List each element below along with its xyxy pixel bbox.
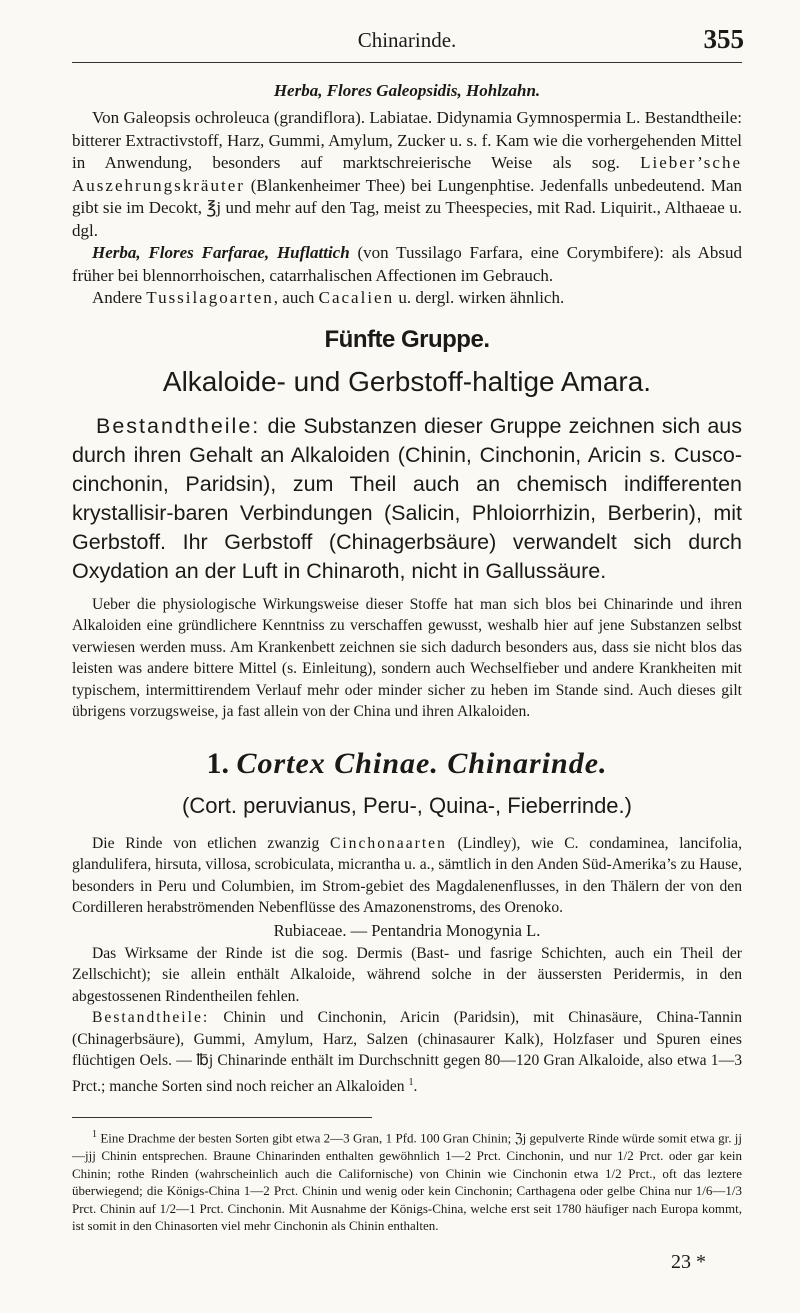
- page-number: 355: [703, 24, 744, 54]
- group-intro-paragraph: Bestandtheile: die Substanzen dieser Gruppe zeichnen sich aus durch ihren Gehalt an Alkaloiden (Chinin, Cinchonin, Aricin s. Cusco-cinchonin, Paridsin), zum Theil auch an chemisch indifferenten krystallisir-baren Verbindungen (Salicin, Phloiorrhizin, Berberin), mit Gerbstoff. Ihr Gerbstoff (Chinagerbsäure) verwandelt sich durch Oxydation an der Luft in Chinaroth, nicht in Gallussäure.: [72, 413, 742, 583]
- dermis-paragraph: Das Wirksame der Rinde ist die sog. Dermis (Bast- und fasrige Schichten, auch ein Theil der Zellschicht); sie allein enthält Alkaloide, während solche in der äussersten Peridermis, in den abgestossenen Rindentheilen fehlen.: [72, 944, 742, 1005]
- section-subtitle: (Cort. peruvianus, Peru-, Quina-, Fieberrinde.): [182, 792, 632, 818]
- group-subtitle: Alkaloide- und Gerbstoff-haltige Amara.: [162, 365, 652, 397]
- footnote-rule: [72, 1117, 372, 1118]
- herba-farfarae-paragraph: Herba, Flores Farfarae, Huflattich (von Tussilago Farfara, eine Corymbifere): als Absud früher bei blennorrhoischen, catarrhalischen Affectionen im Gebrauch.: [72, 243, 743, 285]
- section-number: 1.: [206, 746, 229, 780]
- herba-galeopsidis-heading: Herba, Flores Galeopsidis, Hohlzahn.: [273, 81, 541, 100]
- herba-galeopsidis-paragraph: Von Galeopsis ochroleuca (grandiflora). Labiatae. Didynamia Gymnospermia L. Bestandtheile: bitterer Extractivstoff, Harz, Gummi, Amylum, Zucker u. s. f. Kam wie die vorhergehenden Mittel in Anwendung, besonders auf marktschreierische Weise als sog. Lieber’sche Auszehrungskräuter (Blankenheimer Thee) bei Lungenphtise. Jedenfalls unbedeutend. Man gibt sie im Decokt, ℥j und mehr auf den Tag, meist zu Theespecies, mit Rad. Liquirit., Althaeae u. dgl.: [72, 108, 743, 240]
- header-rule: [72, 62, 742, 63]
- signature-mark: 23 *: [671, 1250, 706, 1273]
- group-note-paragraph: Ueber die physiologische Wirkungsweise dieser Stoffe hat man sich blos bei Chinarinde und ihren Alkaloiden eine gründlichere Kenntniss zu verschaffen gewusst, weshalb hier auf jene Substanzen selbst verwiesen werden muss. Am Krankenbett zeichnen sie sich dadurch besonders aus, dass sie nicht blos das leisten was andere bittere Mittel (s. Einleitung), sondern auch Wechselfieber und andere Krankheiten mit typischem, intermittirendem Verlauf mehr oder minder sicher zu heben im Stande sind. Auch dieses gilt übrigens vorzugsweise, ja fast allein von der China und ihren Alkaloiden.: [72, 595, 742, 720]
- footnote: $^1$ Eine Drachme der besten Sorten gibt etwa 2—3 Gran, 1 Pfd. 100 Gran Chinin; ℨj gepulverte Rinde würde somit etwa gr. jj—jjj Chinin entsprechen. Braune Chinarinden enthalten gewöhnlich 1—2 Prct. Cinchonin, und nur 1/2 Prct. oder gar kein Chinin; rothe Rinden (wahrscheinlich auch die Californische) von Chinin wie Cinchonin etwa 1/2 Prct., oft das leztere überwiegend; die Königs-China 1—2 Prct. Chinin und wenig oder kein Cinchonin; Carthagena oder gelbe China nur 1/6—1/3 Prct. Chinin auf 1/2—1 Prct. Cinchonin. Mit Ausnahme der Königs-China, welche erst seit 1780 häufiger nach Europa kommt, ist somit in den Chinasorten viel mehr Cinchonin als Chinin enthalten.: [72, 1129, 743, 1234]
- tussilago-paragraph: Andere Tussilagoarten, auch Cacalien u. dergl. wirken ähnlich.: [92, 288, 565, 307]
- footnote-ref: 1: [408, 1076, 414, 1088]
- taxonomy-line: Rubiaceae. — Pentandria Monogynia L.: [273, 920, 541, 940]
- page-header: [72, 24, 744, 62]
- book-page: [72, 24, 744, 1274]
- cinchona-paragraph: Die Rinde von etlichen zwanzig Cinchonaarten (Lindley), wie C. condaminea, lancifolia, glandulifera, hirsuta, villosa, scrobiculata, micrantha u. a., sämtlich in den Anden Süd-Amerika’s zu Hause, besonders in Peru und Columbien, im Strom-gebiet des Magdalenenflusses, in den Thälern der von den Cordilleren herabströmenden Nebenflüsse des Amazonenstroms, des Orenoko.: [72, 834, 742, 916]
- section-title-text: Cortex Chinae. Chinarinde.: [236, 746, 608, 780]
- bestandtheile-paragraph: Bestandtheile: Chinin und Cinchonin, Aricin (Paridsin), mit Chinasäure, China-Tannin (Chinagerbsäure), Gummi, Amylum, Harz, Salzen (chinasaurer Kalk), Holzfaser und Spuren eines flüchtigen Oels. — ℔j Chinarinde enthält im Durchschnitt gegen 80—120 Gran Alkaloide, also etwa 1—3 Prct.; manche Sorten sind noch reicher an Alkaloiden $^1$.: [72, 1009, 742, 1095]
- group-title: Fünfte Gruppe.: [324, 325, 490, 353]
- running-title: Chinarinde.: [357, 28, 457, 52]
- section-title: [72, 747, 742, 781]
